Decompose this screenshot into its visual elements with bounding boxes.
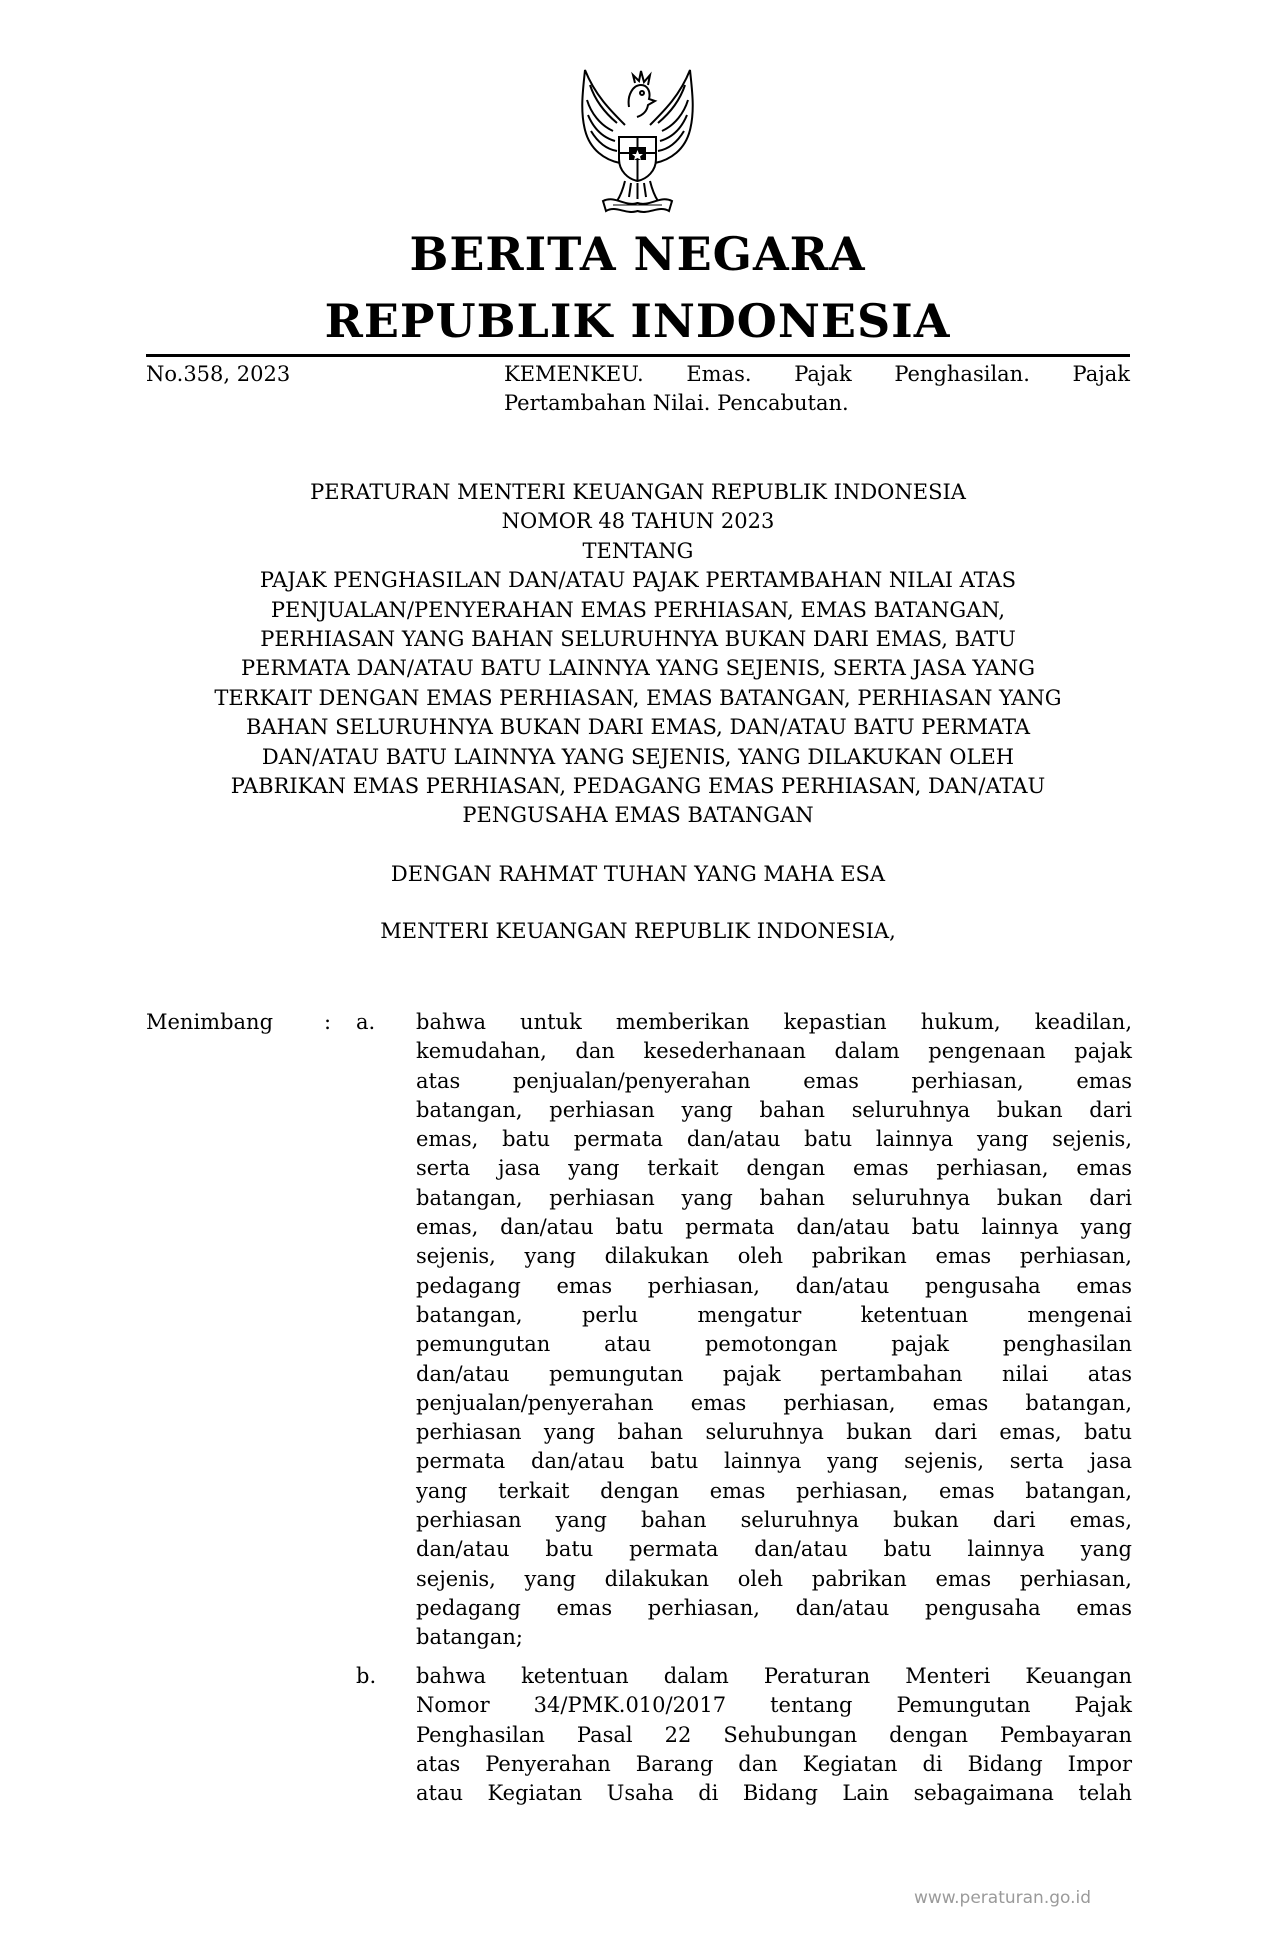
paragraph-line: perhiasan yang bahan seluruhnya bukan dari emas, [416, 1508, 1132, 1533]
gazette-title: BERITA NEGARA [409, 227, 866, 281]
paragraph-line: batangan, perhiasan yang bahan seluruhnya bukan dari [416, 1097, 1132, 1122]
paragraph-line: sejenis, yang dilakukan oleh pabrikan emas perhiasan, [416, 1566, 1132, 1591]
considering-label: Menimbang [146, 1010, 274, 1034]
title-line: TENTANG [582, 538, 694, 563]
title-line: PERMATA DAN/ATAU BATU LAINNYA YANG SEJENIS, SERTA JASA YANG [241, 656, 1035, 681]
paragraph-line: emas, dan/atau batu permata dan/atau batu lainnya yang [416, 1215, 1132, 1240]
paragraph-line: perhiasan yang bahan seluruhnya bukan dari emas, batu [416, 1420, 1132, 1445]
title-line: PABRIKAN EMAS PERHIASAN, PEDAGANG EMAS PERHIASAN, DAN/ATAU [230, 774, 1046, 799]
considering-item-b [416, 1662, 1132, 1808]
item-letter-b: b. [356, 1664, 377, 1688]
footer-website-url: www.peraturan.go.id [914, 1888, 1092, 1908]
title-line: PERATURAN MENTERI KEUANGAN REPUBLIK INDONESIA [310, 480, 966, 504]
paragraph-line: batangan; [416, 1625, 524, 1650]
paragraph-line: dan/atau batu permata dan/atau batu lainnya yang [416, 1537, 1132, 1562]
invocation: DENGAN RAHMAT TUHAN YANG MAHA ESA [390, 862, 886, 886]
paragraph-line: permata dan/atau batu lainnya yang sejenis, serta jasa [416, 1449, 1132, 1474]
paragraph-line: atau Kegiatan Usaha di Bidang Lain sebagaimana telah [416, 1781, 1132, 1806]
title-line: PERHIASAN YANG BAHAN SELURUHNYA BUKAN DARI EMAS, BATU [260, 627, 1016, 652]
paragraph-line: dan/atau pemungutan pajak pertambahan nilai atas [416, 1361, 1132, 1386]
paragraph-line: Penghasilan Pasal 22 Sehubungan dengan Pembayaran [416, 1722, 1132, 1747]
paragraph-line: batangan, perhiasan yang bahan seluruhnya bukan dari [416, 1185, 1132, 1210]
title-line: DAN/ATAU BATU LAINNYA YANG SEJENIS, YANG DILAKUKAN OLEH [261, 744, 1015, 769]
paragraph-line: serta jasa yang terkait dengan emas perhiasan, emas [416, 1156, 1132, 1181]
gazette-number: No.358, 2023 [146, 362, 291, 386]
title-line: PENGUSAHA EMAS BATANGAN [462, 803, 814, 828]
paragraph-line: atas Penyerahan Barang dan Kegiatan di Bidang Impor [416, 1751, 1132, 1776]
considering-item-a [416, 1008, 1132, 1653]
paragraph-line: kemudahan, dan kesederhanaan dalam pengenaan pajak [416, 1039, 1132, 1064]
paragraph-line: penjualan/penyerahan emas perhiasan, emas batangan, [416, 1390, 1132, 1415]
gazette-subject: KEMENKEU. Emas. Pajak Penghasilan. Pajak Pertambahan Nilai. Pencabutan. [504, 362, 1130, 415]
title-line: PENJUALAN/PENYERAHAN EMAS PERHIASAN, EMAS BATANGAN, [270, 597, 1006, 622]
paragraph-line: sejenis, yang dilakukan oleh pabrikan emas perhiasan, [416, 1244, 1132, 1269]
paragraph-line: emas, batu permata dan/atau batu lainnya yang sejenis, [416, 1127, 1132, 1152]
paragraph-line: pemungutan atau pemotongan pajak penghasilan [416, 1332, 1132, 1357]
regulation-title [146, 478, 1130, 831]
title-line: BAHAN SELURUHNYA BUKAN DARI EMAS, DAN/ATAU BATU PERMATA [245, 715, 1031, 740]
title-line: NOMOR 48 TAHUN 2023 [501, 509, 775, 534]
paragraph-line: Nomor 34/PMK.010/2017 tentang Pemungutan Pajak [416, 1693, 1132, 1718]
paragraph-line: bahwa untuk memberikan kepastian hukum, keadilan, [416, 1010, 1132, 1034]
garuda-emblem-icon [555, 55, 720, 215]
gazette-subtitle: REPUBLIK INDONESIA [324, 294, 951, 348]
paragraph-line: yang terkait dengan emas perhiasan, emas batangan, [416, 1478, 1132, 1503]
issuing-authority: MENTERI KEUANGAN REPUBLIK INDONESIA, [380, 919, 896, 943]
paragraph-line: pedagang emas perhiasan, dan/atau pengusaha emas [416, 1273, 1132, 1298]
paragraph-line: atas penjualan/penyerahan emas perhiasan, emas [416, 1068, 1132, 1093]
considering-colon: : [324, 1010, 332, 1034]
paragraph-line: batangan, perlu mengatur ketentuan mengenai [416, 1302, 1132, 1327]
paragraph-line: pedagang emas perhiasan, dan/atau pengusaha emas [416, 1595, 1132, 1620]
header-divider [146, 354, 1130, 357]
title-line: TERKAIT DENGAN EMAS PERHIASAN, EMAS BATANGAN, PERHIASAN YANG [214, 685, 1062, 710]
title-line: PAJAK PENGHASILAN DAN/ATAU PAJAK PERTAMBAHAN NILAI ATAS [259, 568, 1017, 593]
item-letter-a: a. [356, 1010, 376, 1034]
paragraph-line: bahwa ketentuan dalam Peraturan Menteri Keuangan [416, 1664, 1132, 1688]
